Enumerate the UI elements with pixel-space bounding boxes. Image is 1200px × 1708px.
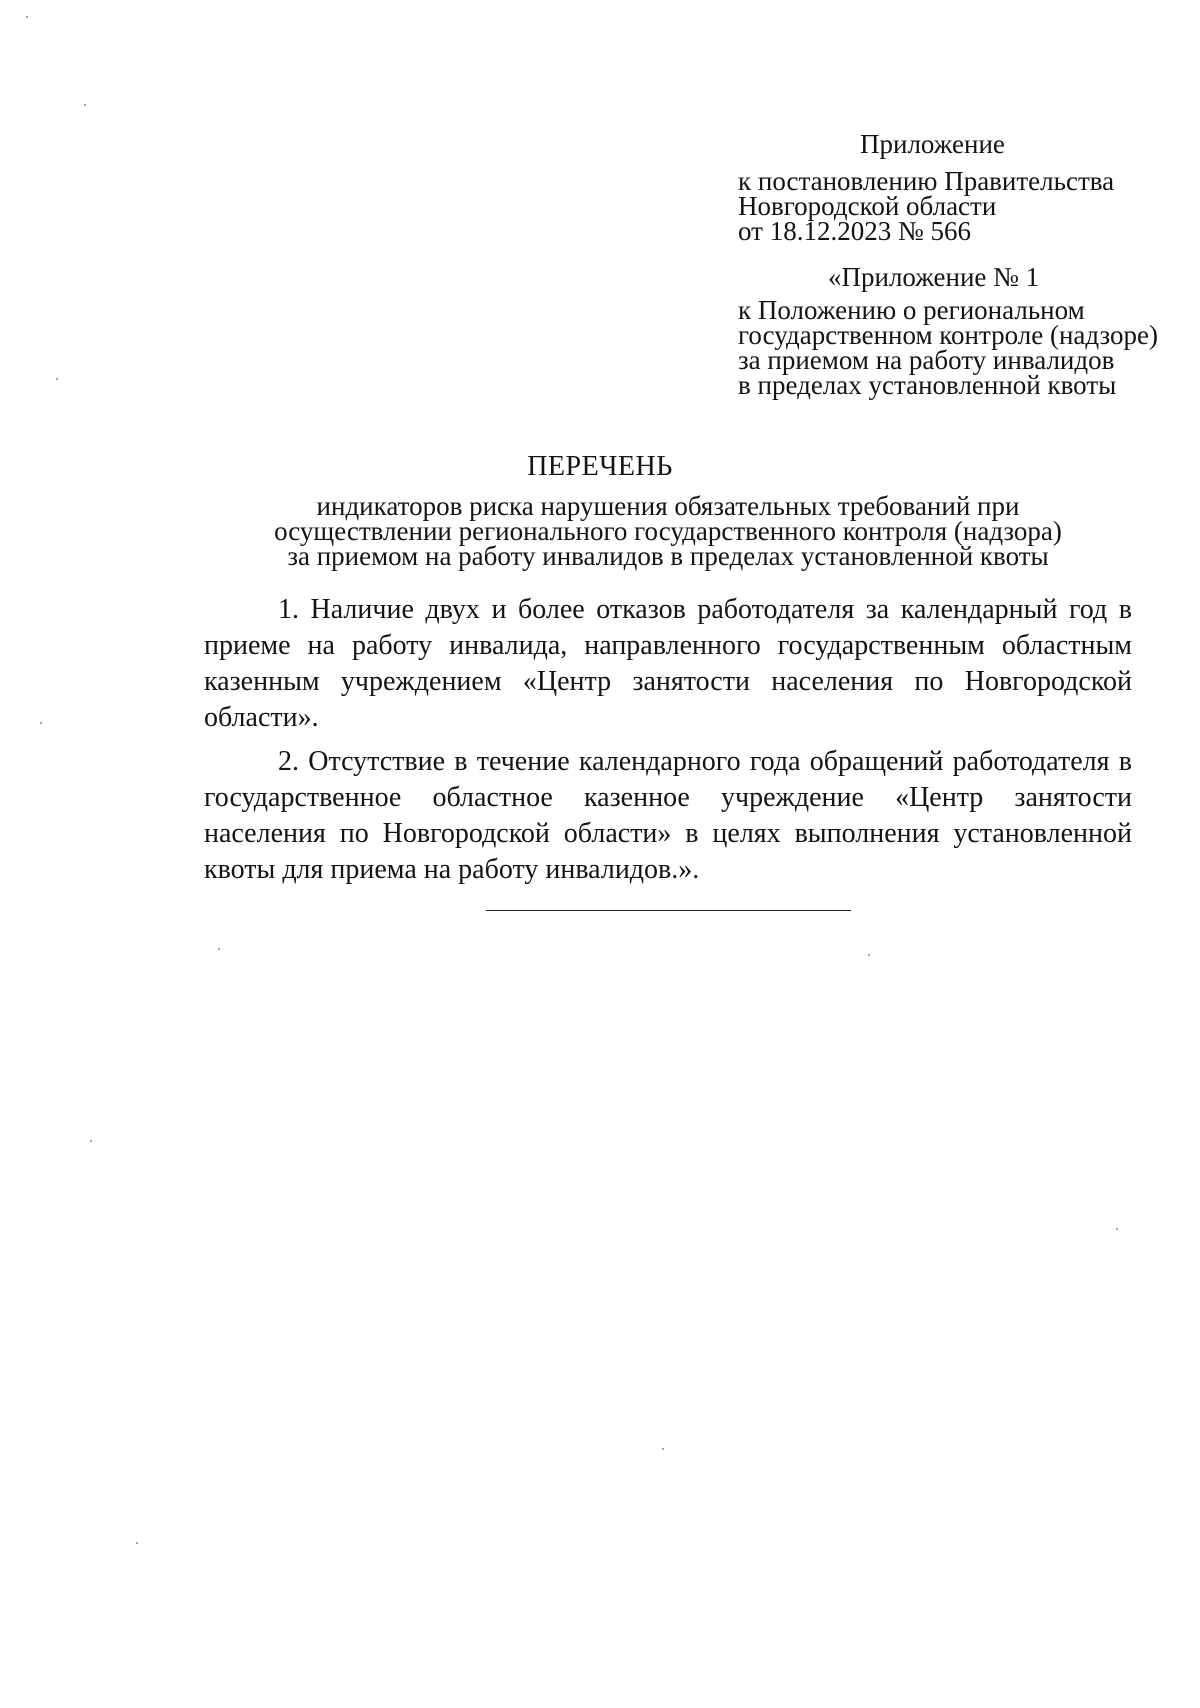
list-item: 1. Наличие двух и более отказов работодателя за календарный год в приеме на работу инвалида, направленного государственным областным казенным учреждением «Центр занятости населения по Новгородской области». — [204, 594, 1132, 733]
appendix-line: к постановлению Правительства — [738, 166, 1115, 196]
subtitle-line: за приемом на работу инвалидов в пределах установленной квоты — [287, 541, 1049, 571]
document-body — [204, 592, 1132, 896]
list-item: 2. Отсутствие в течение календарного года обращений работодателя в государственное областное казенное учреждение «Центр занятости населения по Новгородской области» в целях выполнения установленной квоты для приема на работу инвалидов.». — [204, 746, 1132, 885]
end-divider — [486, 910, 851, 911]
scan-speck — [218, 948, 220, 950]
scan-speck — [90, 1140, 92, 1142]
appendix-header — [738, 129, 1138, 246]
subtitle-line: индикаторов риска нарушения обязательных требований при — [316, 491, 1020, 521]
inner-appendix-line: государственном контроле (надзоре) — [738, 320, 1158, 350]
inner-appendix-line: за приемом на работу инвалидов — [738, 345, 1115, 375]
scan-speck — [662, 1448, 664, 1450]
scan-speck — [1116, 1228, 1118, 1230]
scan-speck — [868, 954, 870, 956]
scan-speck — [26, 16, 28, 18]
appendix-heading: Приложение — [860, 129, 1005, 159]
appendix-line: Новгородской области — [738, 191, 997, 221]
inner-appendix-header — [738, 262, 1158, 400]
scan-speck — [40, 722, 42, 724]
appendix-line: от 18.12.2023 № 566 — [738, 216, 971, 246]
scan-speck — [84, 104, 86, 106]
document-subtitle — [0, 491, 1200, 571]
inner-appendix-heading: «Приложение № 1 — [828, 262, 1040, 292]
scan-speck — [56, 378, 58, 380]
scan-speck — [136, 1542, 138, 1544]
subtitle-line: осуществлении регионального государственного контроля (надзора) — [274, 516, 1062, 546]
inner-appendix-line: к Положению о региональном — [738, 295, 1085, 325]
document-title: ПЕРЕЧЕНЬ — [527, 451, 673, 482]
inner-appendix-line: в пределах установленной квоты — [738, 370, 1117, 400]
